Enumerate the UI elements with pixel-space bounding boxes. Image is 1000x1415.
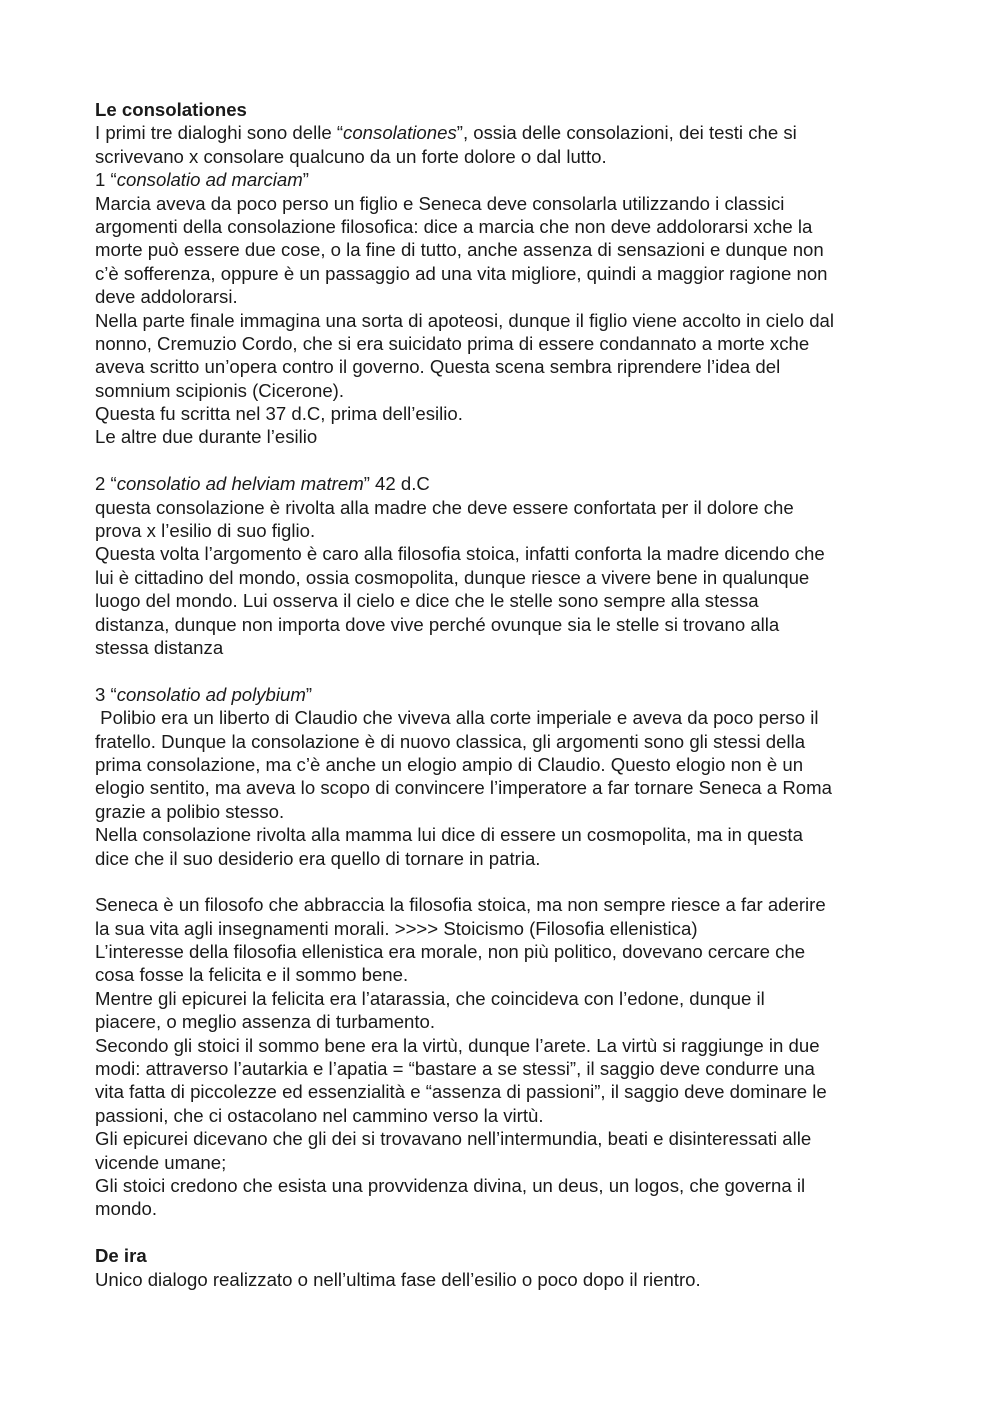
paragraph-line: aveva scritto un’opera contro il governo. Questa scena sembra riprendere l’idea del [95, 356, 781, 378]
item2-title [95, 472, 925, 495]
item3-body [95, 706, 925, 870]
item3-italic-title: consolatio ad polybium [116, 683, 306, 705]
item2-body [95, 496, 925, 660]
paragraph-line: Gli epicurei dicevano che gli dei si trovavano nell’intermundia, beati e disinteressati alle [95, 1128, 812, 1150]
paragraph-line: prima consolazione, ma c’è anche un elogio ampio di Claudio. Questo elogio non è un [95, 753, 804, 775]
item1-title [95, 168, 925, 191]
blank-line [95, 1221, 925, 1244]
paragraph-line: grazie a polibio stesso. [95, 800, 285, 822]
paragraph-line: Mentre gli epicurei la felicita era l’atarassia, che coincideva con l’edone, dunque il [95, 987, 765, 1009]
paragraph-line: somnium scipionis (Cicerone). [95, 379, 345, 401]
paragraph-line: Seneca è un filosofo che abbraccia la filosofia stoica, ma non sempre riesce a far aderire [95, 894, 826, 916]
paragraph-line: modi: attraverso l’autarkia e l’apatia = “bastare a se stessi”, il saggio deve condurre una [95, 1058, 815, 1080]
blank-line [95, 659, 925, 682]
paragraph-line: passioni, che ci ostacolano nel cammino verso la virtù. [95, 1104, 544, 1126]
intro-text-b: ”, ossia delle consolazioni, dei testi che si [456, 122, 797, 144]
paragraph-line: piacere, o meglio assenza di turbamento. [95, 1011, 436, 1033]
intro-line-1 [95, 121, 925, 144]
paragraph-line: c’è sofferenza, oppure è un passaggio ad una vita migliore, quindi a maggior ragione non [95, 262, 828, 284]
paragraph-line: cosa fosse la felicita e il sommo bene. [95, 964, 409, 986]
intro-line-2: scrivevano x consolare qualcuno da un forte dolore o dal lutto. [95, 145, 607, 167]
paragraph-line: elogio sentito, ma aveva lo scopo di convincere l’imperatore a far tornare Seneca a Roma [95, 777, 832, 799]
item1-italic-title: consolatio ad marciam [116, 169, 303, 191]
paragraph-line: mondo. [95, 1198, 158, 1220]
paragraph-line: lui è cittadino del mondo, ossia cosmopolita, dunque riesce a vivere bene in qualunque [95, 566, 810, 588]
paragraph-line: Nella parte finale immagina una sorta di apoteosi, dunque il figlio viene accolto in cielo dal [95, 309, 835, 331]
stoicism-paragraph [95, 893, 925, 1220]
paragraph-line: questa consolazione è rivolta alla madre che deve essere confortata per il dolore che [95, 496, 794, 518]
item1-body [95, 192, 925, 449]
paragraph-line: deve addolorarsi. [95, 286, 238, 308]
paragraph-line: L’interesse della filosofia ellenistica era morale, non più politico, dovevano cercare che [95, 941, 806, 963]
item2-italic-title: consolatio ad helviam matrem [116, 473, 364, 495]
item1-close-quote: ” [302, 169, 309, 191]
paragraph-line: Secondo gli stoici il sommo bene era la virtù, dunque l’arete. La virtù si raggiunge in due [95, 1034, 820, 1056]
blank-line [95, 449, 925, 472]
intro-italic-term: consolationes [343, 122, 457, 144]
paragraph-line: nonno, Cremuzio Cordo, che si era suicidato prima di essere condannato a morte xche [95, 332, 810, 354]
paragraph-line: prova x l’esilio di suo figlio. [95, 520, 316, 542]
section-heading-consolationes: Le consolationes [95, 99, 247, 120]
paragraph-line: Unico dialogo realizzato o nell’ultima fase dell’esilio o poco dopo il rientro. [95, 1268, 701, 1290]
item3-title [95, 683, 925, 706]
paragraph-line: luogo del mondo. Lui osserva il cielo e dice che le stelle sono sempre alla stessa [95, 590, 759, 612]
paragraph-line: fratello. Dunque la consolazione è di nuovo classica, gli argomenti sono gli stessi della [95, 730, 806, 752]
item3-number: 3 “ [95, 683, 117, 705]
item1-number: 1 “ [95, 169, 117, 191]
paragraph-line: Marcia aveva da poco perso un figlio e Seneca deve consolarla utilizzando i classici [95, 192, 785, 214]
paragraph-line: Le altre due durante l’esilio [95, 426, 318, 448]
document-page [95, 98, 925, 1291]
section-heading-de-ira: De ira [95, 1245, 147, 1267]
item2-number: 2 “ [95, 473, 117, 495]
paragraph-line: dice che il suo desiderio era quello di tornare in patria. [95, 847, 541, 869]
paragraph-line: Questa fu scritta nel 37 d.C, prima dell’esilio. [95, 403, 463, 425]
paragraph-line: vita fatta di piccolezze ed essenzialità e “assenza di passioni”, il saggio deve dominare le [95, 1081, 827, 1103]
paragraph-line: morte può essere due cose, o la fine di tutto, anche assenza di sensazioni e dunque non [95, 239, 824, 261]
item3-close-quote: ” [305, 683, 313, 705]
paragraph-line: vicende umane; [95, 1151, 227, 1173]
paragraph-line: la sua vita agli insegnamenti morali. >>>> Stoicismo (Filosofia ellenistica) [95, 917, 698, 939]
paragraph-line: Nella consolazione rivolta alla mamma lui dice di essere un cosmopolita, ma in questa [95, 824, 803, 846]
blank-line [95, 870, 925, 893]
item2-date: ” 42 d.C [363, 473, 430, 495]
paragraph-line: Gli stoici credono che esista una provvidenza divina, un deus, un logos, che governa il [95, 1174, 806, 1196]
paragraph-line: Questa volta l’argomento è caro alla filosofia stoica, infatti conforta la madre dicendo che [95, 543, 825, 565]
paragraph-line: argomenti della consolazione filosofica: dice a marcia che non deve addolorarsi xche la [95, 215, 813, 237]
paragraph-line: distanza, dunque non importa dove vive perché ovunque sia le stelle si trovano alla [95, 613, 780, 635]
paragraph-line: stessa distanza [95, 636, 224, 658]
paragraph-line: Polibio era un liberto di Claudio che viveva alla corte imperiale e aveva da poco perso il [95, 707, 819, 729]
intro-text-a: I primi tre dialoghi sono delle “ [95, 122, 344, 144]
